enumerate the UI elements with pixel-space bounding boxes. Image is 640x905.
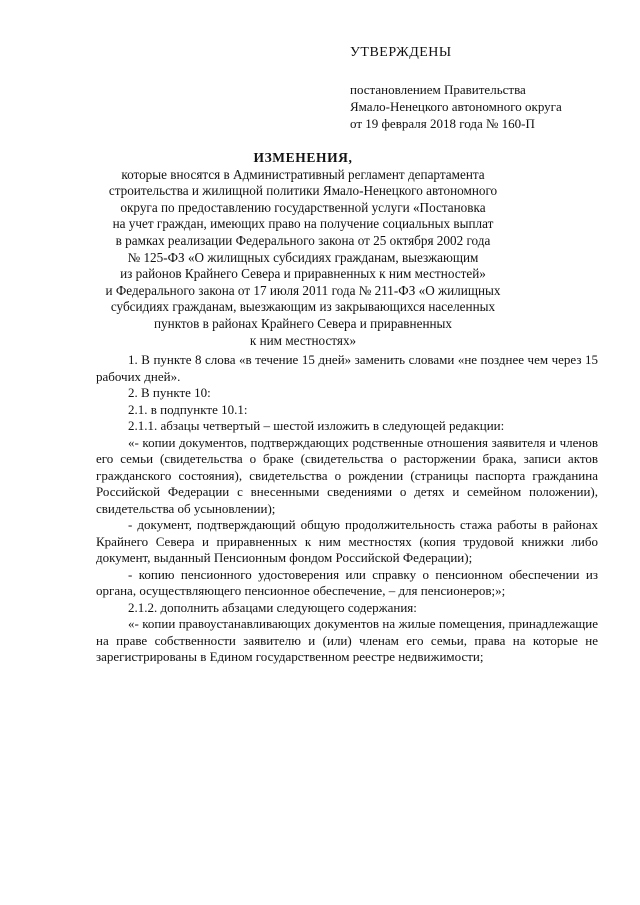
paragraph-property-documents: «- копии правоустанавливающих документов на жилые помещения, принадлежащие на праве собственности заявителю и (или) членам его семьи, права на которые не зарегистрированы в Едином государственном реестре недвижимости;	[96, 616, 598, 664]
heading-line: в рамках реализации Федерального закона от 25 октября 2002 года	[115, 232, 491, 248]
document-title: ИЗМЕНЕНИЯ,	[253, 150, 353, 165]
approval-block	[350, 44, 630, 132]
heading-line: субсидиях гражданам, выезжающим из закрывающихся населенных	[110, 299, 496, 315]
approval-line: постановлением Правительства	[350, 82, 526, 97]
document-heading	[96, 150, 510, 349]
paragraph-family-documents: «- копии документов, подтверждающих родственные отношения заявителя и членов его семьи (свидетельства о браке (свидетельства о расторжении брака, записи актов гражданского состояния), свидетельства о рождении (страницы паспорта гражданина Российской Федерации с внесенными сведениями о детях и семейном положении), свидетельства об усыновлении);	[96, 434, 598, 516]
heading-line: строительства и жилищной политики Ямало-Ненецкого автономного	[108, 183, 498, 199]
heading-line: на учет граждан, имеющих право на получение социальных выплат	[112, 216, 494, 232]
heading-line: пунктов в районах Крайнего Севера и приравненных	[153, 315, 453, 331]
paragraph-item-2-1: 2.1. в подпункте 10.1:	[128, 401, 248, 417]
heading-line: которые вносятся в Административный регламент департамента	[121, 166, 485, 182]
document-body	[96, 352, 598, 666]
heading-line: и Федерального закона от 17 июля 2011 года № 211-ФЗ «О жилищных	[105, 282, 501, 298]
heading-line: к ним местностях»	[249, 332, 357, 348]
approval-title: УТВЕРЖДЕНЫ	[350, 45, 452, 60]
paragraph-item-2-1-2: 2.1.2. дополнить абзацами следующего содержания:	[128, 599, 417, 615]
paragraph-item-1: 1. В пункте 8 слова «в течение 15 дней» заменить словами «не позднее чем через 15 рабочих дней».	[96, 352, 598, 384]
approval-line: Ямало-Ненецкого автономного округа	[350, 99, 562, 114]
paragraph-item-2: 2. В пункте 10:	[128, 385, 211, 400]
paragraph-pension: - копию пенсионного удостоверения или справку о пенсионном обеспечении из органа, осуществляющего пенсионное обеспечение, – для пенсионеров;»;	[96, 566, 598, 598]
paragraph-item-2-1-1: 2.1.1. абзацы четвертый – шестой изложить в следующей редакции:	[128, 418, 505, 433]
heading-line: из районов Крайнего Севера и приравненных к ним местностей»	[120, 266, 486, 282]
approval-line: от 19 февраля 2018 года № 160-П	[350, 116, 535, 131]
paragraph-work-experience: - документ, подтверждающий общую продолжительность стажа работы в районах Крайнего Севера и приравненных к ним местностях (копия трудовой книжки либо документ, выданный Пенсионным фондом Российской Федерации);	[96, 517, 598, 565]
heading-line: № 125-ФЗ «О жилищных субсидиях гражданам, выезжающим	[127, 249, 479, 265]
heading-line: округа по предоставлению государственной услуги «Постановка	[120, 199, 486, 215]
